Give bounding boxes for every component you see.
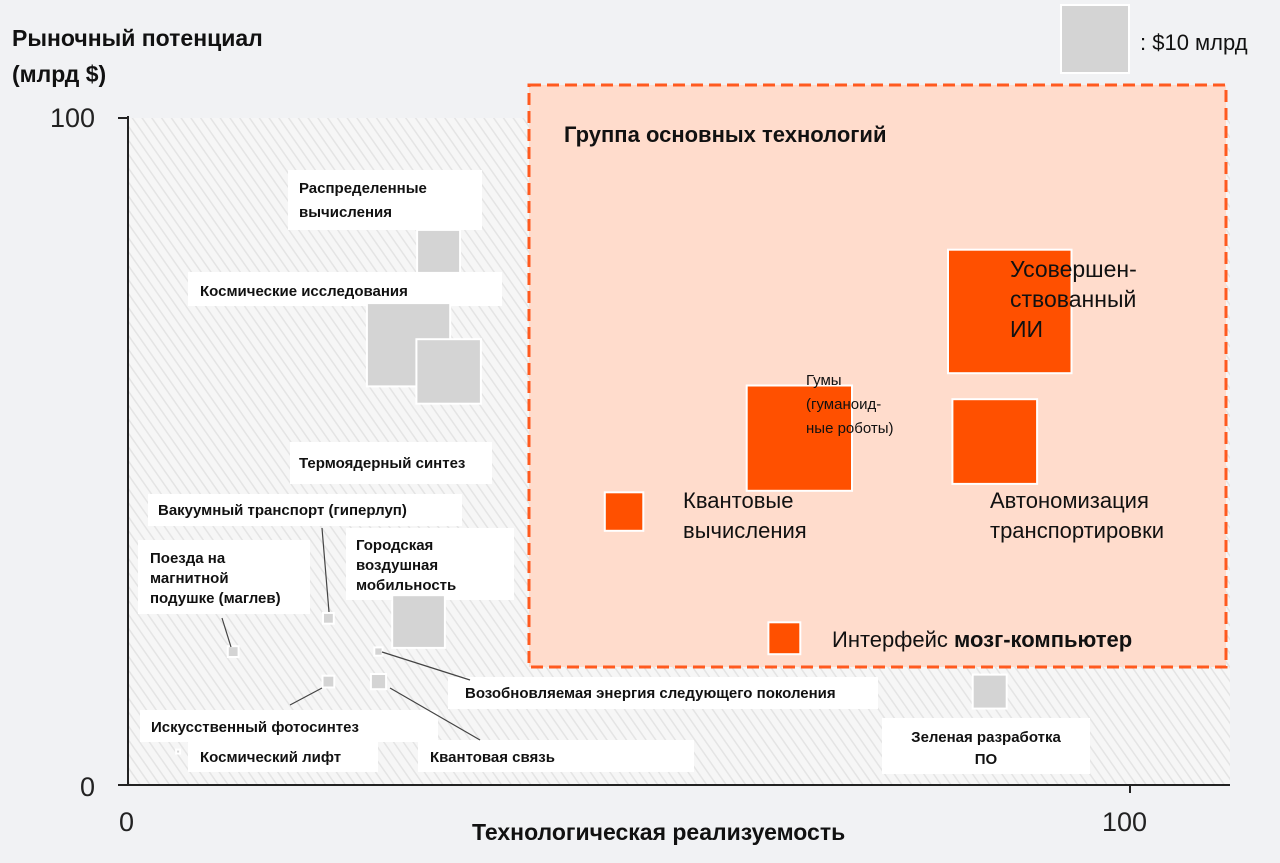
label-box-0 <box>288 170 482 230</box>
y-tick-label-100: 100 <box>50 103 96 133</box>
point-marker-9 <box>176 750 180 754</box>
x-tick-label-0: 0 <box>119 807 135 837</box>
point-label-0: Распределенные вычисления <box>299 180 427 221</box>
point-marker-7 <box>323 676 335 688</box>
point-marker-4 <box>228 646 239 657</box>
point-label-2: Термоядерный синтез <box>299 455 466 472</box>
point-marker-15 <box>768 622 800 654</box>
point-marker-10 <box>973 675 1007 709</box>
legend-label: : $10 млрд <box>1140 30 1248 55</box>
point-label-14: Квантовые вычисления <box>683 488 807 543</box>
y-axis-title-line-2: (млрд $) <box>12 61 107 87</box>
point-label-4: Поезда на магнитной подушке (маглев) <box>150 550 281 607</box>
point-marker-5 <box>392 595 445 648</box>
point-label-5: Городская воздушная мобильность <box>356 537 457 594</box>
point-label-6: Возобновляемая энергия следующего поколения <box>465 685 836 702</box>
legend-swatch <box>1061 5 1129 73</box>
point-label-15: Интерфейс мозг-компьютер <box>832 627 1133 652</box>
point-label-8: Квантовая связь <box>430 749 555 766</box>
point-marker-2 <box>416 339 481 404</box>
x-axis-title: Технологическая реализуемость <box>472 819 846 845</box>
point-label-11: Гумы (гуманоид-ные роботы) <box>806 372 894 437</box>
core-group-label: Группа основных технологий <box>564 122 887 147</box>
point-label-10: Зеленая разработка ПО <box>911 729 1061 768</box>
point-marker-6 <box>374 647 382 655</box>
point-marker-3 <box>323 613 334 624</box>
y-tick-label-0: 0 <box>80 772 96 802</box>
point-label-12: Усовершен-ствованный ИИ <box>1010 256 1137 342</box>
point-label-9: Космический лифт <box>200 749 342 766</box>
core-group-region <box>529 85 1226 667</box>
point-marker-13 <box>952 399 1037 484</box>
point-label-3: Вакуумный транспорт (гиперлуп) <box>158 502 407 519</box>
point-marker-8 <box>371 674 386 689</box>
point-marker-0 <box>417 230 460 273</box>
point-marker-14 <box>605 492 644 531</box>
x-tick-label-100: 100 <box>1102 807 1148 837</box>
point-label-7: Искусственный фотосинтез <box>151 719 359 736</box>
point-label-1: Космические исследования <box>200 283 408 300</box>
point-label-13: Автономизация транспортировки <box>990 488 1165 543</box>
y-axis-title-line-1: Рыночный потенциал <box>12 25 263 51</box>
